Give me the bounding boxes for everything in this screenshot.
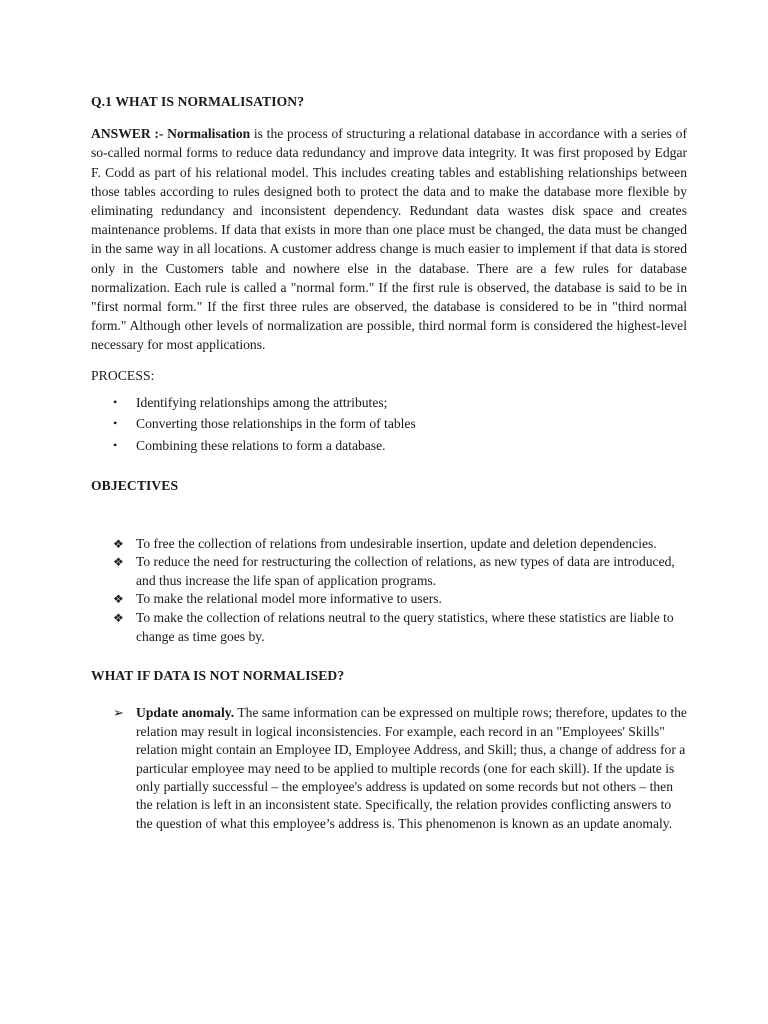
process-item: • Combining these relations to form a database. [91, 435, 687, 457]
objective-item: ❖ To make the relational model more informative to users. [91, 590, 687, 609]
process-list [91, 392, 687, 457]
process-heading: PROCESS: [91, 367, 155, 383]
objective-item: ❖ To free the collection of relations from undesirable insertion, update and deletion dependencies. [91, 535, 687, 554]
diamond-bullet-icon: ❖ [113, 555, 124, 570]
process-item: • Converting those relationships in the form of tables [91, 413, 687, 435]
objectives-heading: OBJECTIVES [91, 478, 179, 494]
answer-text: is the process of structuring a relational database in accordance with a series of so-called normal forms to reduce data redundancy and improve data integrity. It was first proposed by Edgar F. Codd as part of his relational model. This includes creating tables and establishing relationships between those tables according to rules designed both to protect the data and to make the database more flexible by eliminating redundancy and inconsistent dependency. Redundant data wastes disk space and creates maintenance problems. If data that exists in more than one place must be changed, the data must be changed in the same way in all locations. A customer address change is much easier to implement if that data is stored only in the Customers table and nowhere else in the database. There are a few rules for database normalization. Each rule is called a "normal form." If the first rule is observed, the database is said to be in "first normal form." If the first three rules are observed, the database is considered to be in "third normal form." Although other levels of normalization are possible, third normal form is considered the highest-level necessary for most applications. [91, 126, 687, 353]
document-page [91, 92, 687, 833]
bullet-icon: • [113, 394, 118, 409]
anomaly-text: The same information can be expressed on multiple rows; therefore, updates to the relation may result in logical inconsistencies. For example, each record in an "Employees' Skills" relation might contain an Employee ID, Employee Address, and Skill; thus, a change of address for a particular employee may need to be applied to multiple records (one for each skill). If the update is only partially successful – the employee's address is updated on some records but not others – then the relation is left in an inconsistent state. Specifically, the relation provides conflicting answers to the question of what this employee’s address is. This phenomenon is known as an update anomaly. [136, 705, 687, 831]
arrow-bullet-icon: ➢ [113, 705, 124, 721]
answer-term: Normalisation [167, 126, 251, 142]
diamond-bullet-icon: ❖ [113, 592, 124, 607]
anomaly-list [91, 704, 687, 833]
bullet-icon: • [113, 416, 118, 431]
answer-paragraph [91, 124, 687, 354]
diamond-bullet-icon: ❖ [113, 536, 124, 551]
diamond-bullet-icon: ❖ [113, 610, 124, 625]
process-item: • Identifying relationships among the attributes; [91, 392, 687, 414]
bullet-icon: • [113, 437, 118, 452]
anomaly-term: Update anomaly. [136, 705, 235, 721]
not-normalised-heading: WHAT IF DATA IS NOT NORMALISED? [91, 668, 345, 684]
answer-label: ANSWER :- [91, 126, 168, 142]
objective-item: ❖ To reduce the need for restructuring the collection of relations, as new types of data are introduced, and thus increase the life span of application programs. [113, 554, 675, 588]
objectives-list [91, 535, 687, 647]
objective-item: ❖ To make the collection of relations neutral to the query statistics, where these statistics are liable to change as time goes by. [113, 609, 674, 644]
question-heading: Q.1 WHAT IS NORMALISATION? [91, 94, 305, 109]
anomaly-item [91, 704, 687, 833]
